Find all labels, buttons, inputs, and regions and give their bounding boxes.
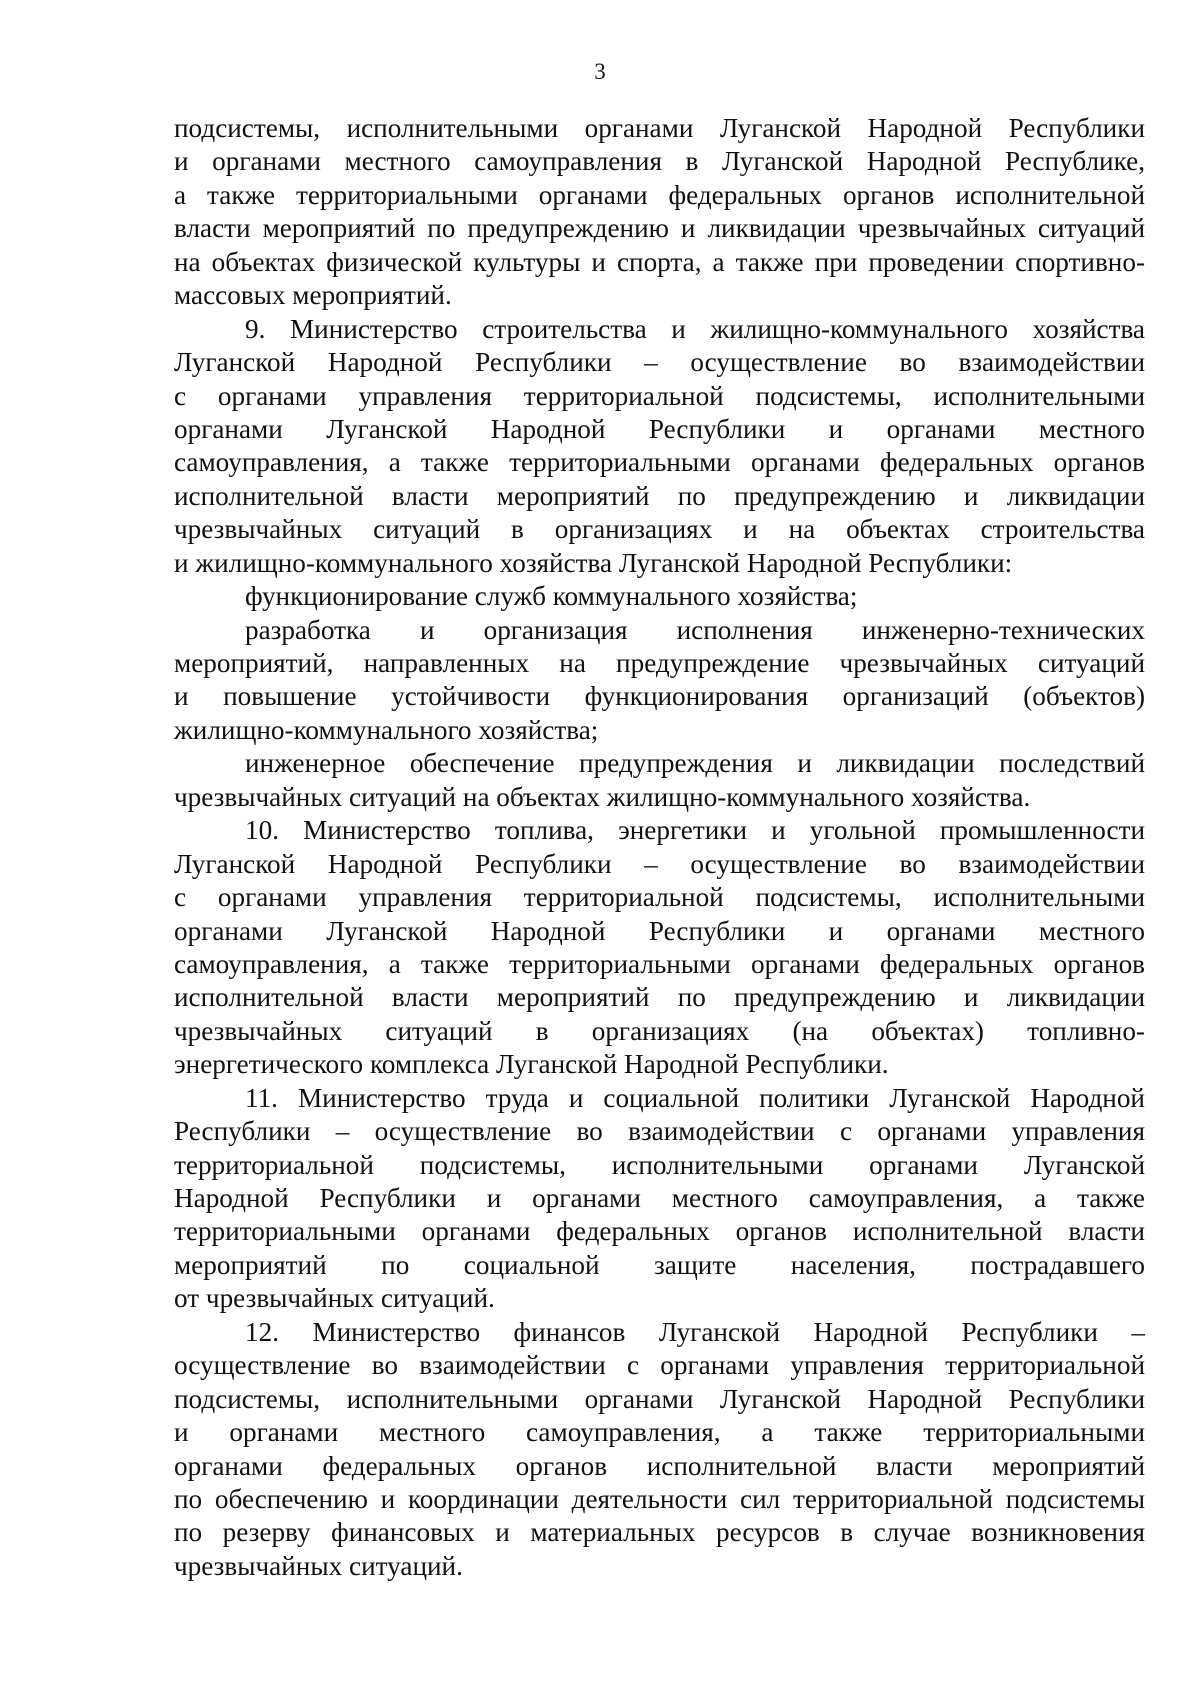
text-line: чрезвычайных ситуаций в организациях и на объектах строительства	[174, 514, 1145, 545]
text-line: мероприятий, направленных на предупреждение чрезвычайных ситуаций	[174, 648, 1145, 678]
text-line: территориальной подсистемы, исполнительными органами Луганской	[174, 1149, 1145, 1180]
text-line: на объектах физической культуры и спорта, а также при проведении спортивно-	[174, 246, 1145, 277]
text-line: чрезвычайных ситуаций в организациях (на объектах) топливно-	[174, 1015, 1145, 1046]
text-line: разработка и организация исполнения инженерно-технических	[245, 614, 1145, 645]
text-line: 9. Министерство строительства и жилищно-коммунального хозяйства	[245, 313, 1145, 344]
text-line: инженерное обеспечение предупреждения и ликвидации последствий	[245, 748, 1145, 779]
text-line: и жилищно-коммунального хозяйства Луганской Народной Республики:	[174, 547, 1013, 578]
text-line: чрезвычайных ситуаций на объектах жилищно-коммунального хозяйства.	[174, 781, 1031, 812]
text-line: органами Луганской Народной Республики и органами местного	[174, 915, 1145, 946]
document-body	[174, 112, 1145, 1583]
text-line: 10. Министерство топлива, энергетики и угольной промышленности	[245, 815, 1145, 846]
text-line: подсистемы, исполнительными органами Луганской Народной Республики	[174, 1383, 1145, 1414]
text-line: 12. Министерство финансов Луганской Народной Республики –	[245, 1316, 1145, 1347]
text-line: по резерву финансовых и материальных ресурсов в случае возникновения	[174, 1517, 1145, 1548]
text-line: массовых мероприятий.	[174, 280, 452, 311]
text-line: жилищно-коммунального хозяйства;	[174, 714, 599, 745]
text-line: территориальными органами федеральных органов исполнительной власти	[174, 1216, 1145, 1247]
text-line: мероприятий по социальной защите населения, пострадавшего	[174, 1249, 1145, 1280]
text-line: Народной Республики и органами местного самоуправления, а также	[174, 1183, 1145, 1213]
text-line: и органами местного самоуправления в Луганской Народной Республике,	[174, 146, 1145, 177]
text-line: исполнительной власти мероприятий по предупреждению и ликвидации	[174, 982, 1145, 1013]
text-line: и органами местного самоуправления, а также территориальными	[174, 1417, 1145, 1448]
text-line: а также территориальными органами федеральных органов исполнительной	[174, 179, 1145, 210]
text-line: самоуправления, а также территориальными органами федеральных органов	[174, 447, 1145, 478]
text-line: власти мероприятий по предупреждению и ликвидации чрезвычайных ситуаций	[174, 213, 1145, 244]
text-line: Луганской Народной Республики – осуществление во взаимодействии	[174, 347, 1145, 378]
text-line: с органами управления территориальной подсистемы, исполнительными	[174, 882, 1145, 913]
text-line: с органами управления территориальной подсистемы, исполнительными	[174, 380, 1145, 411]
text-line: 11. Министерство труда и социальной политики Луганской Народной	[245, 1082, 1145, 1113]
text-line: функционирование служб коммунального хозяйства;	[245, 581, 858, 612]
text-line: чрезвычайных ситуаций.	[174, 1550, 463, 1581]
text-line: по обеспечению и координации деятельности сил территориальной подсистемы	[174, 1483, 1145, 1514]
text-line: исполнительной власти мероприятий по предупреждению и ликвидации	[174, 480, 1145, 511]
text-line: энергетического комплекса Луганской Народной Республики.	[174, 1049, 889, 1080]
text-line: самоуправления, а также территориальными органами федеральных органов	[174, 948, 1145, 979]
text-line: органами Луганской Народной Республики и органами местного	[174, 413, 1145, 444]
text-line: и повышение устойчивости функционирования организаций (объектов)	[174, 681, 1145, 712]
text-line: подсистемы, исполнительными органами Луганской Народной Республики	[174, 113, 1145, 143]
text-line: Республики – осуществление во взаимодействии с органами управления	[174, 1116, 1145, 1147]
text-line: осуществление во взаимодействии с органами управления территориальной	[174, 1350, 1145, 1381]
text-line: органами федеральных органов исполнительной власти мероприятий	[174, 1450, 1145, 1481]
text-line: Луганской Народной Республики – осуществление во взаимодействии	[174, 848, 1145, 879]
text-line: от чрезвычайных ситуаций.	[174, 1283, 495, 1314]
page-number: 3	[594, 59, 606, 84]
